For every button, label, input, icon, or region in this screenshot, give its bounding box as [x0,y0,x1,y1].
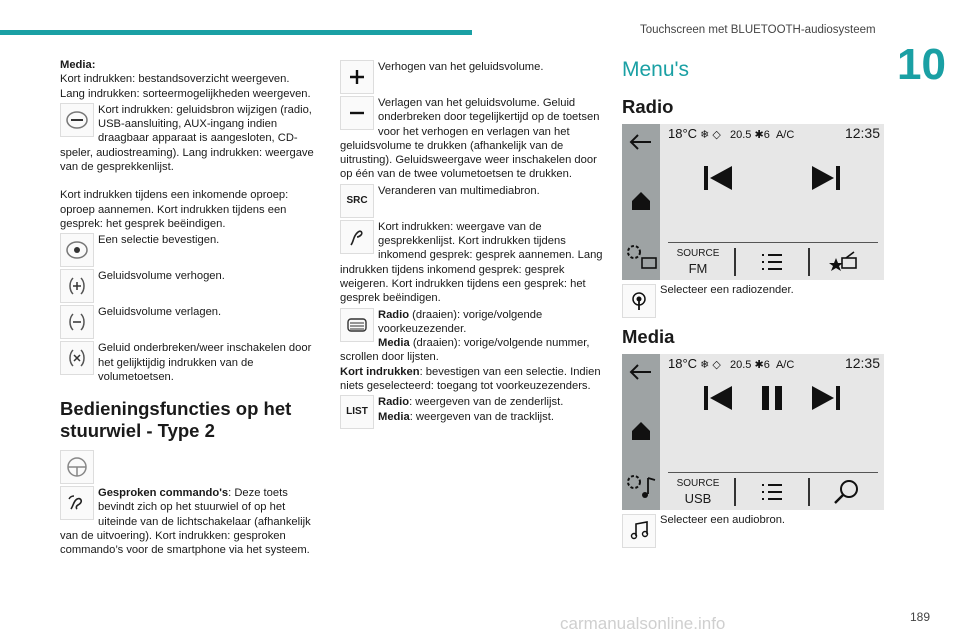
steering-control-icon [60,103,94,137]
radio-station-icon [622,284,656,318]
voice-command-text: Deze toets bevindt zich op het stuurwiel of op het uiteinde van de lichtschakelaar (afhankelijk van de uitvoering). Kort indrukken: gesproken commando’s voor de smartphone via het systeem. [60,487,311,557]
menus-title: Menu's [622,58,690,81]
home-icon[interactable] [630,420,652,442]
clock: 12:35 [844,355,880,371]
media-line-1: Kort indrukken: bestandsoverzicht weergeven. [60,73,290,86]
src-text: Veranderen van multimediabron. [378,184,540,197]
wheel-press-text: : bevestigen van een selectie. Indien niets geselecteerd: toegang tot voorkeuzezenders. [340,365,601,393]
media-heading: Media [622,326,675,347]
volume-down-text: Geluidsvolume verlagen. [98,306,222,319]
music-note-icon [622,514,656,548]
source-value[interactable]: USB [684,491,712,506]
wheel-press-label: Kort indrukken [340,365,420,378]
plus-item [340,60,610,94]
volume-up-item [60,269,322,303]
source-label[interactable]: SOURCE [676,248,720,259]
previous-track-icon[interactable] [702,384,736,412]
favorite-station-icon[interactable] [828,248,858,276]
src-label: SRC [346,194,368,206]
steering-wheel-figure [60,450,322,484]
plus-text: Verhogen van het geluidsvolume. [378,61,544,73]
divider-line [734,248,736,276]
media-caption: Selecteer een audiobron. [660,514,786,526]
status-bar: 18°C ❄ ◇ 20.5 ✱6 A/C [668,126,795,141]
src-item [340,184,610,218]
list-media-label: Media [378,410,410,423]
radio-screen [622,124,884,280]
screen-sidebar [622,124,660,280]
next-track-icon[interactable] [808,164,842,192]
temperature: 18°C [668,356,698,371]
page-number: 189 [909,610,930,624]
back-arrow-icon[interactable] [629,132,653,152]
back-arrow-icon[interactable] [629,362,653,382]
plus-icon [340,60,374,94]
steering-control-icon [60,233,94,267]
source-label[interactable]: SOURCE [676,478,720,489]
section-title: Bedieningsfuncties op het stuurwiel - Type 2 [60,398,292,442]
radio-heading: Radio [622,96,674,117]
divider-line [808,248,810,276]
phone-icon [340,220,374,254]
list-icon[interactable] [760,252,784,272]
watermark: carmanualsonline.info [560,614,726,633]
source-value[interactable]: FM [688,261,708,276]
next-track-icon[interactable] [808,384,842,412]
ac-label: A/C [775,359,795,371]
pause-icon[interactable] [758,384,786,412]
fan-value: 20.5 [730,359,752,371]
voice-command-icon [60,486,94,520]
steering-wheel-icon [60,450,94,484]
wheel-radio-text: (draaien): vorige/volgende voorkeuzezender. [378,308,543,335]
list-item [340,395,610,424]
chapter-number: 10 [897,40,946,89]
column-middle [340,58,610,429]
list-button-icon [340,395,374,429]
minus-item [340,96,610,182]
list-radio-text: : weergeven van de zenderlijst. [409,396,564,409]
call-control-text: Kort indrukken tijdens een inkomende oproep: oproep aannemen. Kort indrukken tijdens een gesprek: het gesprek beëindigen. [60,189,289,230]
wheel-media-text: (draaien): vorige/volgende nummer, scrollen door lijsten. [340,337,590,364]
status-bar: 18°C ❄ ◇ 20.5 ✱6 A/C [668,356,795,371]
mute-text: Geluid onderbreken/weer inschakelen door het gelijktijdig indrukken van de volumetoetsen. [98,342,312,383]
volume-up-text: Geluidsvolume verhogen. [98,270,225,283]
wheel-media-label: Media [378,337,410,350]
minus-icon [340,96,374,130]
mute-icon [60,341,94,375]
phone-text: Kort indrukken: weergave van de gesprekkenlijst. Kort indrukken tijdens inkomend gesprek: gesprek aannemen. Lang indrukken tijdens inkomend gesprek: gesprek weigeren. Kort indrukken tijdens een gesprek: het gesprek beëindigen. [340,220,603,305]
settings-music-icon[interactable] [624,472,658,502]
divider-line [808,478,810,506]
src-button-icon [340,184,374,218]
home-icon[interactable] [630,190,652,212]
phone-item [340,220,610,306]
settings-radio-icon[interactable] [624,242,658,272]
list-radio-label: Radio [378,396,410,409]
thumbwheel-item [340,308,610,394]
volume-down-item [60,305,322,339]
clock: 12:35 [844,125,880,141]
header-accent-bar [0,30,472,35]
fan-level: 6 [763,359,770,371]
select-control-text: Een selectie bevestigen. [98,234,220,247]
select-control-item [60,233,322,267]
source-control-text: Kort indrukken: geluidsbron wijzigen (radio, USB-aansluiting, AUX-ingang indien draagbaar apparaat is aangesloten, CD-speler, audiostreaming). Lang indrukken: weergave van de gesprekkenlijst. [60,103,314,174]
column-left [60,58,322,560]
minus-text: Verlagen van het geluidsvolume. Geluid onderbreken door tegelijkertijd op de toetsen voor het verhogen en verlagen van het geluidsvolume te drukken (afhankelijk van de uitrusting). Geluidsweergave weer inschakelen door op één van de twee volumetoetsen te drukken. [340,97,600,181]
search-icon[interactable] [832,478,860,506]
wheel-radio-label: Radio [378,308,410,321]
volume-down-icon [60,305,94,339]
screen-sidebar [622,354,660,510]
media-caption-item [622,514,785,548]
voice-command-label: Gesproken commando's [98,487,229,500]
media-title: Media: [60,59,96,71]
list-label: LIST [346,406,368,418]
media-line-2: Lang indrukken: sorteermogelijkheden weergeven. [60,87,311,100]
thumbwheel-icon [340,308,374,342]
list-media-text: : weergeven van de tracklijst. [409,410,554,423]
list-icon[interactable] [760,482,784,502]
ac-label: A/C [775,129,795,141]
previous-track-icon[interactable] [702,164,736,192]
volume-up-icon [60,269,94,303]
temperature: 18°C [668,126,698,141]
source-control-item [60,103,322,174]
media-screen [622,354,884,510]
header-title: Touchscreen met BLUETOOTH-audiosysteem [640,24,876,36]
fan-value: 20.5 [730,129,752,141]
mute-item [60,341,322,384]
radio-caption: Selecteer een radiozender. [660,284,794,296]
divider-line [734,478,736,506]
screen-divider [668,242,878,243]
voice-command-item: Gesproken commando's: Deze toets bevindt zich op het stuurwiel of op het uiteinde van de lichtschakelaar (afhankelijk van de uitvoering). Kort indrukken: gesproken commando’s voor de smartphone via het systeem. [60,487,311,557]
radio-caption-item [622,284,794,318]
screen-divider [668,472,878,473]
fan-level: 6 [763,129,770,141]
